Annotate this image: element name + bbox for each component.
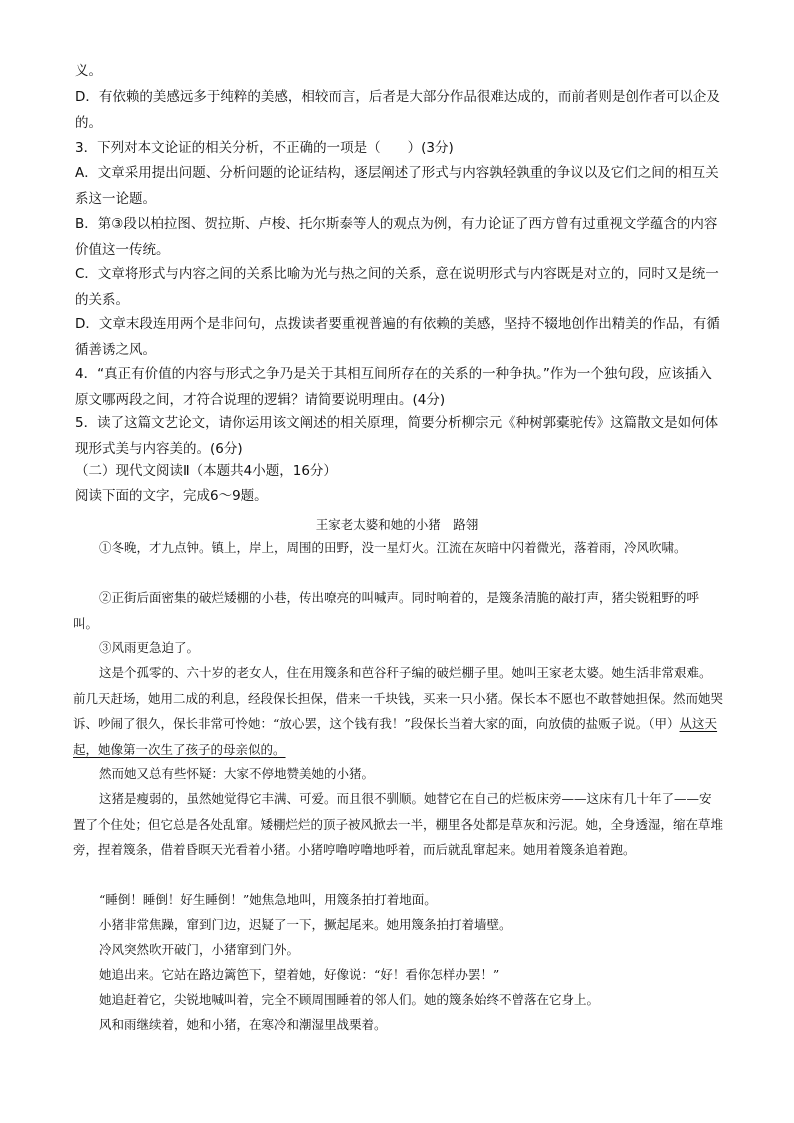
story-paragraph-7-text: “睡倒！睡倒！好生睡倒！”她焦急地叫，用篾条拍打着地面。	[99, 892, 437, 907]
story-paragraph-11-text: 她追赶着它，尖锐地喊叫着，完全不顾周围睡着的邻人们。她的篾条始终不曾落在它身上。	[99, 992, 600, 1007]
q3-option-c: C．文章将形式与内容之间的关系比喻为光与热之间的关系，意在说明形式与内容既是对立的，同时又是统一的关系。	[75, 266, 719, 308]
section-2-header: （二）现代文阅读Ⅱ（本题共4小题，16分）	[75, 463, 337, 479]
q2-tail-text: 义。	[75, 63, 102, 79]
story-paragraph-12	[73, 1012, 723, 1038]
question-5: 5．读了这篇文艺论文，请你运用该文阐述的相关原理，简要分析柳宗元《种树郭橐驼传》这篇散文是如何体现形式美与内容美的。(6分)	[75, 415, 719, 457]
story-paragraph-9	[73, 937, 723, 963]
underlined-sentence-jia: 从这天起，她像第一次生了孩子的母亲似的。	[73, 716, 718, 757]
story-paragraph-1-text: ①冬晚，才九点钟。镇上，岸上，周围的田野，没一星灯火。江流在灰暗中闪着微光，落着雨，冷风吹啸。	[99, 540, 687, 555]
story-paragraph-5	[73, 761, 723, 787]
q2-option-d: D．有依赖的美感远多于纯粹的美感，相较而言，后者是大部分作品很难达成的，而前者则是创作者可以企及的。	[75, 89, 720, 131]
story-paragraph-1	[73, 535, 723, 561]
question-4: 4．“真正有价值的内容与形式之争乃是关于其相互间所存在的关系的一种争执。”作为一个独句段，应该插入原文哪两段之间，才符合说理的逻辑？请简要说明理由。(4分)	[75, 366, 712, 408]
story-paragraph-7	[73, 887, 723, 913]
q3-stem: 3．下列对本文论证的相关分析，不正确的一项是（ ）(3分)	[75, 140, 454, 156]
story-paragraph-9-text: 冷风突然吹开破门，小猪窜到门外。	[99, 942, 300, 957]
story-paragraph-6	[73, 786, 723, 863]
story-paragraph-2	[73, 585, 723, 636]
story-paragraph-2-text: ②正街后面密集的破烂矮棚的小巷，传出嘹亮的叫喊声。同时响着的，是篾条清脆的敲打声，猪尖锐粗野的呼叫。	[73, 590, 700, 631]
section-2-instruction: 阅读下面的文字，完成6～9题。	[75, 488, 268, 504]
story-paragraph-11	[73, 987, 723, 1013]
story-paragraph-5-text: 然而她又总有些怀疑：大家不停地赞美她的小猪。	[99, 766, 375, 781]
q3-option-b: B．第③段以柏拉图、贺拉斯、卢梭、托尔斯泰等人的观点为例，有力论证了西方曾有过重视文学蕴含的内容价值这一传统。	[75, 216, 718, 258]
story-paragraph-4	[73, 660, 723, 762]
story-paragraph-3	[73, 635, 723, 661]
story-paragraph-10	[73, 962, 723, 988]
story-paragraph-8-text: 小猪非常焦躁，窜到门边，迟疑了一下，撅起尾来。她用篾条拍打着墙壁。	[99, 917, 512, 932]
q3-option-d: D．文章末段连用两个是非问句，点拨读者要重视普遍的有依赖的美感，坚持不辍地创作出精美的作品，有循循善诱之风。	[75, 316, 720, 358]
story-paragraph-10-text: 她追出来。它站在路边篱笆下，望着她，好像说：“好！看你怎样办罢！”	[99, 967, 500, 982]
story-paragraph-3-text: ③风雨更急迫了。	[99, 640, 200, 655]
story-title: 王家老太婆和她的小猪 路翎	[315, 517, 479, 532]
story-paragraph-12-text: 风和雨继续着，她和小猪，在寒冷和潮湿里战栗着。	[99, 1017, 387, 1032]
story-paragraph-8	[73, 912, 723, 938]
story-paragraph-4-text: 这是个孤零的、六十岁的老女人，住在用篾条和芭谷秆子编的破烂棚子里。她叫王家老太婆。她生活非常艰难。前几天赶场，她用二成的利息，经段保长担保，借来一千块钱，买来一只小猪。保长本不愿也不敢替她担保。然而她哭诉、吵闹了很久，保长非常可怜她：“放心罢，这个钱有我！”段保长当着大家的面，向放债的盐贩子说。（甲）	[73, 665, 724, 731]
q3-option-a: A．文章采用提出问题、分析问题的论证结构，逐层阐述了形式与内容孰轻孰重的争议以及它们之间的相互关系这一论题。	[75, 165, 719, 207]
story-paragraph-6-text: 这猪是瘦弱的，虽然她觉得它丰满、可爱。而且很不驯顺。她替它在自己的烂板床旁——这床有几十年了——安置了个住处；但它总是各处乱窜。矮棚烂烂的顶子被风掀去一半，棚里各处都是草灰和污泥。她，全身透湿，缩在草堆旁，捏着篾条，借着昏暝天光看着小猪。小猪哼噜哼噜地呼着，而后就乱窜起来。她用着篾条追着跑。	[73, 791, 724, 857]
